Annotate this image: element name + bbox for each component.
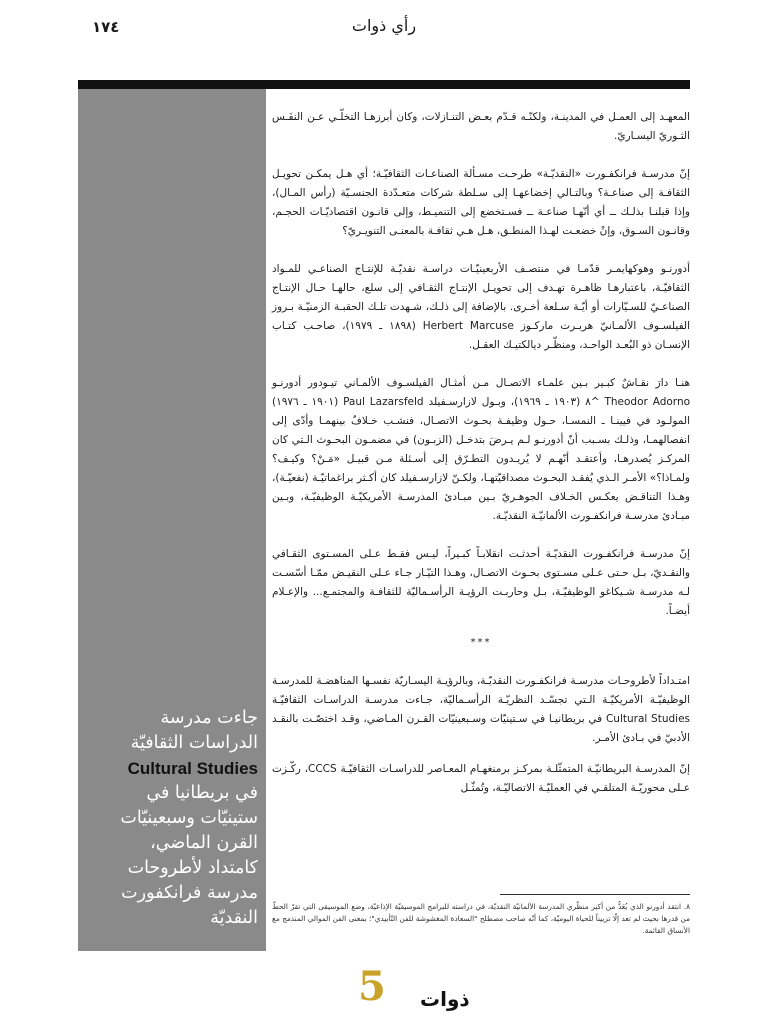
pull-quote-line: القرن الماضي، bbox=[150, 833, 258, 853]
article-body bbox=[272, 108, 690, 817]
paragraph: هنـا دارَ نقـاشٌ كبـير بـين علمـاء الاتصـال مـن أمثـال الفيلسـوف الألمـاني تيـودور أدورنـو Theodor Adorno ^٨ (١٩٠٣ ـ ١٩٦٩)، وبـول لازارسـفيلد Paul Lazarsfeld (١٩٠١ ـ ١٩٧٦) المولـود في فيينـا ـ النمسـا، حـول وظيفـة بحـوث الاتصـال، فنشـب خـلافٌ بينهمـا وأدّى إلى انفصالهمـا، وذلـك بسـبب أنّ أدورنـو لـم يـرضَ بتدخـل (الزبـون) في مضمـون البحـوث الـتي كان المركـز يُصدرهـا، وأعتقـد أنّهـم لا يُريـدون التطـرّق إلى أسـئلة مـن قبيـل «مَـنْ؟ وكيـف؟ ولمـاذا؟» الأمـر الـذي يُفقـد البحـوث مصداقيّتهـا، ولكـنّ لازارسـفيلد كان أكـثر براغماتيّـة (نفعيّـة)، وهـذا التناقـض يعكـس الخـلاف الجوهـريّ بـين مبـادئ المدرسـة الأمريكيّـة الوظيفيّـة، وبـين مبـادئ مدرسـة فرانكفـورت الألمانيّـة النقديّـة. bbox=[272, 377, 691, 522]
paragraph: إنّ المدرسـة البريطانيّـة المتمثّلـة بمركـز برمنغهـام المعـاصر للدراسـات الثقافيّـة CCCS، ركّـزت عـلى محوريّـة المتلقـي في العمليّـة الاتصاليّـة، وتُمثّـل bbox=[272, 763, 690, 794]
running-header: رأي ذوات bbox=[351, 16, 417, 35]
page-number: ١٧٤ bbox=[92, 18, 120, 36]
paragraph: المعهـد إلى العمـل في المدينـة، ولكنّـه قـدّم بعـض التنـازلات، وكان أبرزهـا التخلّـي عـن النفَـس الثـوريّ اليسـاريّ. bbox=[272, 111, 690, 142]
pull-quote-line: كامتداد لأطروحات bbox=[127, 858, 258, 878]
pull-quote-line: ستينيّات وسبعينيّات bbox=[120, 808, 258, 828]
pull-quote-line: Cultural Studies bbox=[127, 759, 258, 778]
paragraph: إنّ مدرسـة فرانكفـورت النقديّـة أحدثـت انقلابـاً كبـيراً، ليـس فقـط عـلى المسـتوى الثقـافي والنقـديّ، بـل حـتى عـلى مسـتوى بحـوث الاتصـال، وهـذا التيّـار جـاء عـلى النقيـض ممّـا أسّسـت لـه مدرسـة شـيكاغو الوظيفيّـة، بـل وحاربـت الرؤيـة الرأسـماليّة للثقافـة والمجتمـع... والإعـلام أيضـاً. bbox=[272, 548, 690, 617]
paragraph: امتـداداً لأطروحـات مدرسـة فرانكفـورت النقديّـة، وبالرؤيـة اليسـاريّة نفسـها المناهضـة للمدرسـة الوظيفيّـة الأمريكيّـة الـتي تجسّـد النظريّـة الرأسـماليّة، جـاءت مدرسـة الدراسـات الثقافيّـة Cultural Studies في بريطانيـا في سـتينيّات وسـبعينيّات القـرن المـاضي، وقـد اختصّـت بالنقـد الأدبيّ في بـادئ الأمـر. bbox=[272, 675, 690, 744]
logo-number: 5 bbox=[358, 963, 386, 1010]
pull-quote-line: مدرسة فرانكفورت bbox=[121, 883, 258, 903]
pull-quote-line: النقديّة bbox=[210, 908, 258, 928]
section-separator: *** bbox=[470, 637, 492, 648]
pull-quote-line: الدراسات الثقافيّة bbox=[130, 733, 258, 753]
top-rule bbox=[78, 80, 690, 89]
dhawat-logo bbox=[354, 963, 470, 1014]
sidebar bbox=[78, 89, 266, 951]
pull-quote-line: جاءت مدرسة bbox=[160, 708, 258, 728]
paragraph: أدورنـو وهوكهايمـر قدّمـا في منتصـف الأربعينيّـات دراسـة نقديّـة للإنتـاج الصناعـي للمـواد الثقافيّـة، باعتبارهـا ظاهـرة تهـدف إلى تحويـل الإنتـاج الثقـافي إلى سلع، حالهـا حـال الإنتـاج الصناعـيّ للسـيّارات أو أيّـة سـلعة أخـرى. بالإضافة إلى ذلـك، شـهدت تلـك الحقبـة الزمنيّـة بـروز الفيلسـوف الألمـانيّ هربـرت ماركـوز Herbert Marcuse (١٨٩٨ ـ ١٩٧٩)، صاحـب كتـاب الإنسـان ذو البُعـد الواحـد، ومنظّـر ديالكتيـك العقـل. bbox=[272, 263, 691, 351]
logo-text: ذوات bbox=[420, 987, 470, 1011]
pull-quote bbox=[86, 706, 258, 931]
footnote-rule bbox=[500, 894, 690, 895]
pull-quote-line: في بريطانيا في bbox=[146, 783, 258, 803]
paragraph: إنّ مدرسـة فرانكفـورت «النقديّـة» طرحـت مسـألة الصناعـات الثقافيّـة؛ أي هـل يمكـن تحويـل الثقافـة إلى صناعـة؟ وبالتـالي إخضاعهـا إلى سـلطة شركات متعـدّدة الجنسـيّة (رأس المـال)، وإذا قبلنـا بذلـك ــ أي أنّهـا صناعـة ــ فسـتخضع إلى التنميـط، وإلى قانـون اقتصاديّـات الحجـم، وقانـون السـوق، وإنْ خضعـت لهـذا المنطـق، هـل هـي ثقافـة بالمعنـى التنويـريّ؟ bbox=[272, 168, 690, 237]
footnote: ٨. انتقد أدورنو الذي يُعَدُّ من أكبر منظّري المدرسة الألمانيّة النقديّة، في دراسته للبرامج الموسيقيّة الإذاعيّة، وضع الموسيقى التي تقرّ الحطّ من قدرها بحيث لم تعد إلّا تزييناً للحياة اليوميّة، كما أنّه صاحب مصطلح "السعادة المغشوشة للفن التّأبيدي"؛ بمعنى الفن الموالي المندمج مع الأنساق القائمة. bbox=[272, 902, 690, 935]
